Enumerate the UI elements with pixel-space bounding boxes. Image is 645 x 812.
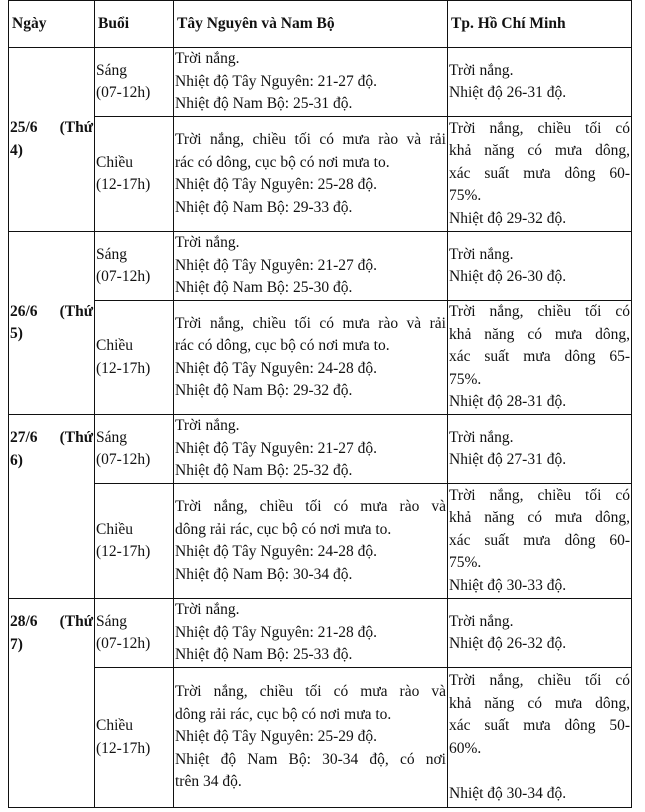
forecast-line: Trời nắng, chiều tối có mưa rào và — [175, 683, 446, 701]
day-cell — [9, 599, 95, 808]
forecast-line: Trời nắng, chiều tối có mưa rào và — [175, 498, 446, 515]
day-weekday-label: (Thứ — [59, 429, 93, 446]
header-date: Ngày — [9, 1, 95, 48]
day-date: 27/6 — [10, 429, 38, 446]
forecast-line: Nhiệt độ 30-33 độ. — [449, 576, 567, 594]
forecast-line: Nhiệt độ Tây Nguyên: 21-27 độ. — [175, 439, 378, 457]
forecast-line: Trời nắng. — [449, 245, 514, 263]
forecast-line: Nhiệt độ Tây Nguyên: 25-29 độ. — [175, 728, 378, 746]
forecast-line: khả năng có mưa dông, — [449, 509, 630, 527]
table-row — [9, 232, 632, 301]
forecast-line: Nhiệt độ Tây Nguyên: 21-27 độ. — [175, 72, 378, 90]
session-label: Sáng — [96, 612, 127, 630]
forecast-line: Nhiệt độ 28-31 độ. — [449, 393, 567, 411]
city-forecast — [448, 117, 632, 232]
session-hours: (12-17h) — [96, 739, 151, 757]
session-cell — [95, 484, 174, 599]
city-forecast — [448, 415, 632, 484]
forecast-line: xác suất mưa dông 60- — [449, 531, 630, 549]
forecast-line: Trời nắng. — [449, 61, 514, 79]
forecast-line: xác suất mưa dông 65- — [449, 348, 630, 366]
city-forecast — [448, 668, 632, 808]
forecast-line: Nhiệt độ Nam Bộ: 29-32 độ. — [175, 382, 353, 399]
session-cell — [95, 415, 174, 484]
forecast-line: 75%. — [449, 554, 482, 572]
day-date: 25/6 — [10, 119, 38, 136]
session-label: Chiều — [96, 520, 134, 538]
city-forecast — [448, 484, 632, 599]
forecast-line: Nhiệt độ 29-32 độ. — [449, 209, 567, 227]
forecast-line: Nhiệt độ 26-32 độ. — [449, 635, 567, 652]
forecast-line: rác có dông, cục bộ có nơi mưa to. — [175, 153, 390, 171]
session-hours: (12-17h) — [96, 543, 151, 560]
session-hours: (07-12h) — [96, 84, 151, 101]
session-label: Chiều — [96, 153, 134, 171]
city-forecast — [448, 301, 632, 415]
day-cell — [9, 232, 95, 415]
forecast-line: xác suất mưa dông 50- — [449, 717, 630, 734]
day-weekday-label: (Thứ — [59, 302, 93, 320]
day-weekday-num: 4) — [10, 141, 23, 159]
session-label: Sáng — [96, 428, 127, 446]
session-label: Chiều — [96, 717, 134, 734]
forecast-line: Trời nắng, chiều tối có — [449, 303, 630, 321]
forecast-line: Nhiệt độ Nam Bộ: 30-34 độ. — [175, 565, 353, 583]
region-forecast — [174, 48, 448, 117]
session-label: Sáng — [96, 61, 127, 79]
forecast-line: Nhiệt độ 26-31 độ. — [449, 84, 567, 101]
city-forecast — [448, 599, 632, 668]
header-city: Tp. Hồ Chí Minh — [448, 1, 632, 48]
forecast-line: Nhiệt độ Nam Bộ: 25-33 độ. — [175, 646, 353, 664]
session-cell — [95, 117, 174, 232]
city-forecast — [448, 232, 632, 301]
table-row — [9, 599, 632, 668]
header-row — [9, 1, 632, 48]
region-forecast — [174, 232, 448, 301]
header-session: Buổi — [95, 1, 174, 48]
day-date: 26/6 — [10, 302, 38, 320]
region-forecast — [174, 484, 448, 599]
table-row — [9, 415, 632, 484]
session-cell — [95, 668, 174, 808]
forecast-line: 60%. — [449, 739, 482, 757]
session-cell — [95, 48, 174, 117]
table-row — [9, 48, 632, 117]
forecast-line: Nhiệt độ 26-30 độ. — [449, 268, 567, 285]
forecast-line: Nhiệt độ 27-31 độ. — [449, 451, 567, 468]
forecast-line: khả năng có mưa dông, — [449, 142, 630, 160]
forecast-line: khả năng có mưa dông, — [449, 694, 630, 712]
region-forecast — [174, 599, 448, 668]
header-region: Tây Nguyên và Nam Bộ — [174, 1, 448, 48]
forecast-line: Nhiệt độ Tây Nguyên: 24-28 độ. — [175, 543, 378, 560]
forecast-line: Trời nắng. — [175, 601, 240, 619]
session-hours: (07-12h) — [96, 451, 151, 468]
day-cell — [9, 48, 95, 232]
day-weekday-label: (Thứ — [59, 613, 93, 630]
session-cell — [95, 599, 174, 668]
forecast-line: trên 34 độ. — [175, 773, 242, 791]
region-forecast — [174, 415, 448, 484]
session-hours: (12-17h) — [96, 359, 151, 377]
forecast-line: Nhiệt độ 30-34 độ. — [449, 784, 567, 802]
session-label: Chiều — [96, 337, 134, 354]
forecast-line: Nhiệt độ Tây Nguyên: 21-28 độ. — [175, 623, 378, 641]
forecast-line: Nhiệt độ Tây Nguyên: 24-28 độ. — [175, 359, 378, 377]
forecast-line: Nhiệt độ Nam Bộ: 30-34 độ, có nơi — [175, 750, 446, 768]
forecast-line: Nhiệt độ Nam Bộ: 25-30 độ. — [175, 279, 353, 297]
forecast-line: xác suất mưa dông 60- — [449, 164, 630, 182]
forecast-line: Nhiệt độ Nam Bộ: 25-31 độ. — [175, 95, 353, 113]
forecast-line: Trời nắng, chiều tối có — [449, 119, 630, 137]
forecast-line: Nhiệt độ Tây Nguyên: 21-27 độ. — [175, 256, 378, 274]
table-row — [9, 484, 632, 599]
day-date: 28/6 — [10, 613, 38, 630]
region-forecast — [174, 117, 448, 232]
forecast-line: Nhiệt độ Tây Nguyên: 25-28 độ. — [175, 176, 378, 193]
forecast-line: khả năng có mưa dông, — [449, 325, 630, 343]
day-weekday-num: 5) — [10, 325, 23, 342]
forecast-line: dông rải rác, cục bộ có nơi mưa to. — [175, 520, 392, 538]
forecast-line: rác có dông, cục bộ có nơi mưa to. — [175, 337, 390, 354]
day-weekday-label: (Thứ — [59, 119, 93, 136]
forecast-line: Trời nắng, chiều tối có — [449, 486, 630, 504]
forecast-line: Trời nắng. — [449, 612, 514, 630]
forecast-line: 75%. — [449, 370, 482, 388]
table-row — [9, 668, 632, 808]
forecast-line: Trời nắng, chiều tối có mưa rào và rải — [175, 314, 446, 332]
table-row — [9, 117, 632, 232]
forecast-line: Trời nắng. — [175, 417, 240, 435]
forecast-line: Trời nắng. — [175, 50, 240, 68]
city-forecast — [448, 48, 632, 117]
session-cell — [95, 301, 174, 415]
forecast-line: Trời nắng. — [175, 234, 240, 252]
weather-forecast-table — [8, 0, 632, 808]
table-row — [9, 301, 632, 415]
day-weekday-num: 7) — [10, 635, 23, 653]
forecast-line: Trời nắng. — [449, 428, 514, 446]
day-weekday-num: 6) — [10, 451, 23, 469]
forecast-line: dông rải rác, cục bộ có nơi mưa to. — [175, 705, 392, 723]
forecast-line: 75%. — [449, 187, 482, 205]
forecast-body — [9, 48, 632, 808]
region-forecast — [174, 668, 448, 808]
blank-line — [449, 760, 630, 783]
session-label: Sáng — [96, 245, 127, 263]
session-hours: (07-12h) — [96, 635, 151, 652]
forecast-line: Nhiệt độ Nam Bộ: 29-33 độ. — [175, 198, 353, 216]
forecast-line: Trời nắng, chiều tối có — [449, 672, 630, 689]
session-cell — [95, 232, 174, 301]
day-cell — [9, 415, 95, 599]
region-forecast — [174, 301, 448, 415]
forecast-line: Nhiệt độ Nam Bộ: 25-32 độ. — [175, 462, 353, 480]
forecast-line: Trời nắng, chiều tối có mưa rào và rải — [175, 131, 446, 148]
session-hours: (07-12h) — [96, 268, 151, 285]
session-hours: (12-17h) — [96, 176, 151, 193]
